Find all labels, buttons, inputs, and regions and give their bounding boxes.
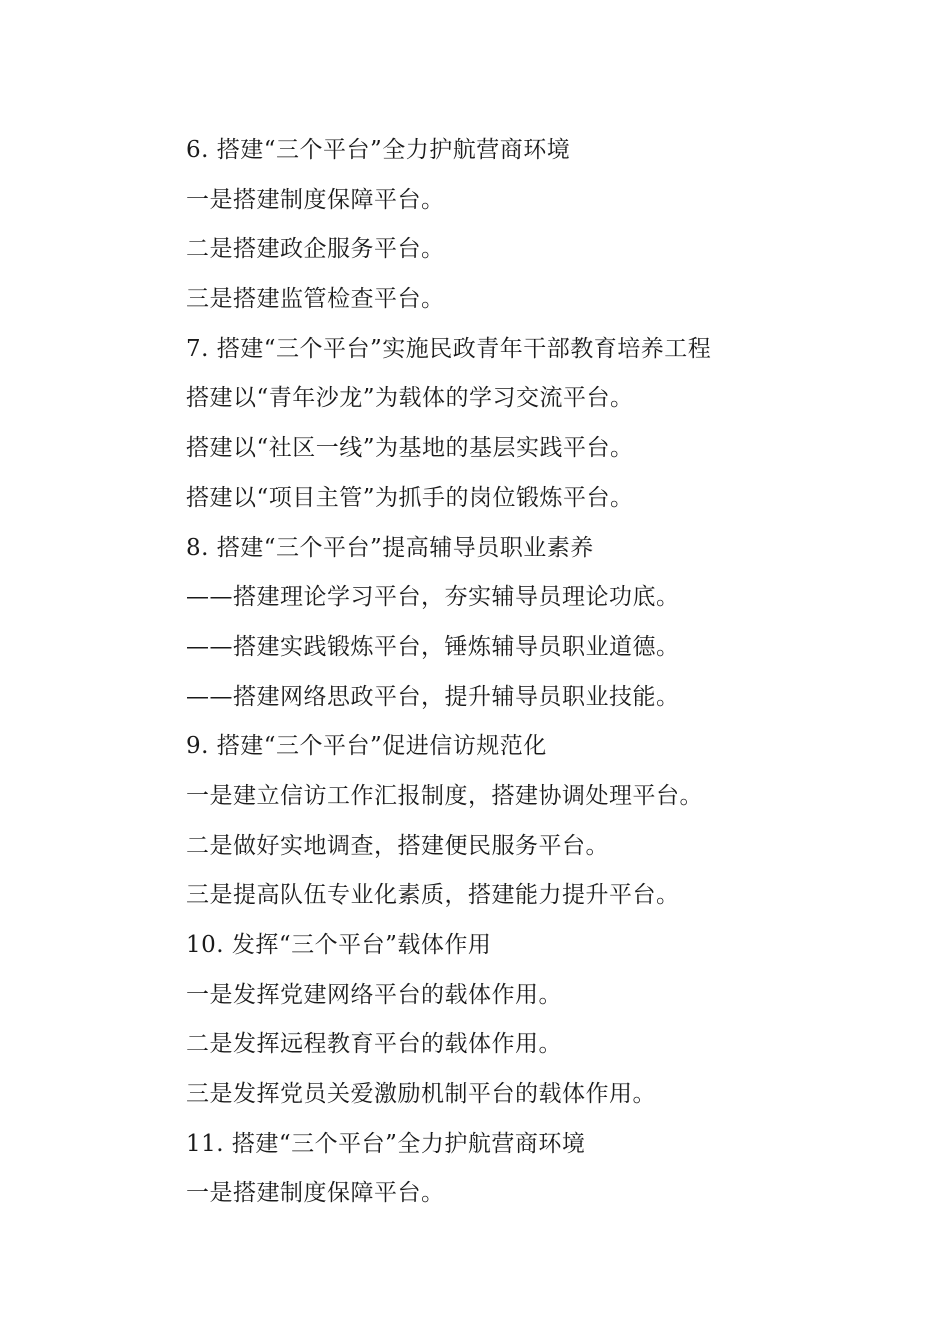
paragraph: 三是提高队伍专业化素质，搭建能力提升平台。 [186, 882, 680, 909]
heading-7: 7. 搭建“三个平台”实施民政青年干部教育培养工程 [186, 335, 712, 362]
paragraph: 三是发挥党员关爱激励机制平台的载体作用。 [186, 1081, 656, 1108]
heading-11: 11. 搭建“三个平台”全力护航营商环境 [186, 1130, 586, 1157]
heading-8: 8. 搭建“三个平台”提高辅导员职业素养 [186, 534, 594, 561]
document-body [186, 126, 886, 1219]
heading-6: 6. 搭建“三个平台”全力护航营商环境 [186, 137, 571, 163]
paragraph: 一是搭建制度保障平台。 [186, 1180, 445, 1207]
paragraph: 搭建以“社区一线”为基地的基层实践平台。 [186, 435, 634, 462]
paragraph: 一是搭建制度保障平台。 [186, 186, 445, 213]
paragraph: 二是搭建政企服务平台。 [186, 236, 445, 263]
paragraph: 三是搭建监管检查平台。 [186, 286, 445, 313]
paragraph: 一是建立信访工作汇报制度，搭建协调处理平台。 [186, 782, 703, 809]
paragraph: 搭建以“青年沙龙”为载体的学习交流平台。 [186, 385, 634, 412]
paragraph: 二是发挥远程教育平台的载体作用。 [186, 1031, 562, 1058]
paragraph: ——搭建实践锻炼平台，锤炼辅导员职业道德。 [186, 633, 680, 660]
paragraph: ——搭建理论学习平台，夯实辅导员理论功底。 [186, 584, 680, 611]
paragraph: 二是做好实地调查，搭建便民服务平台。 [186, 832, 609, 859]
heading-10: 10. 发挥“三个平台”载体作用 [186, 932, 492, 958]
paragraph: ——搭建网络思政平台，提升辅导员职业技能。 [186, 683, 680, 710]
paragraph: 搭建以“项目主管”为抓手的岗位锻炼平台。 [186, 484, 634, 511]
heading-9: 9. 搭建“三个平台”促进信访规范化 [186, 733, 547, 760]
paragraph: 一是发挥党建网络平台的载体作用。 [186, 981, 562, 1008]
